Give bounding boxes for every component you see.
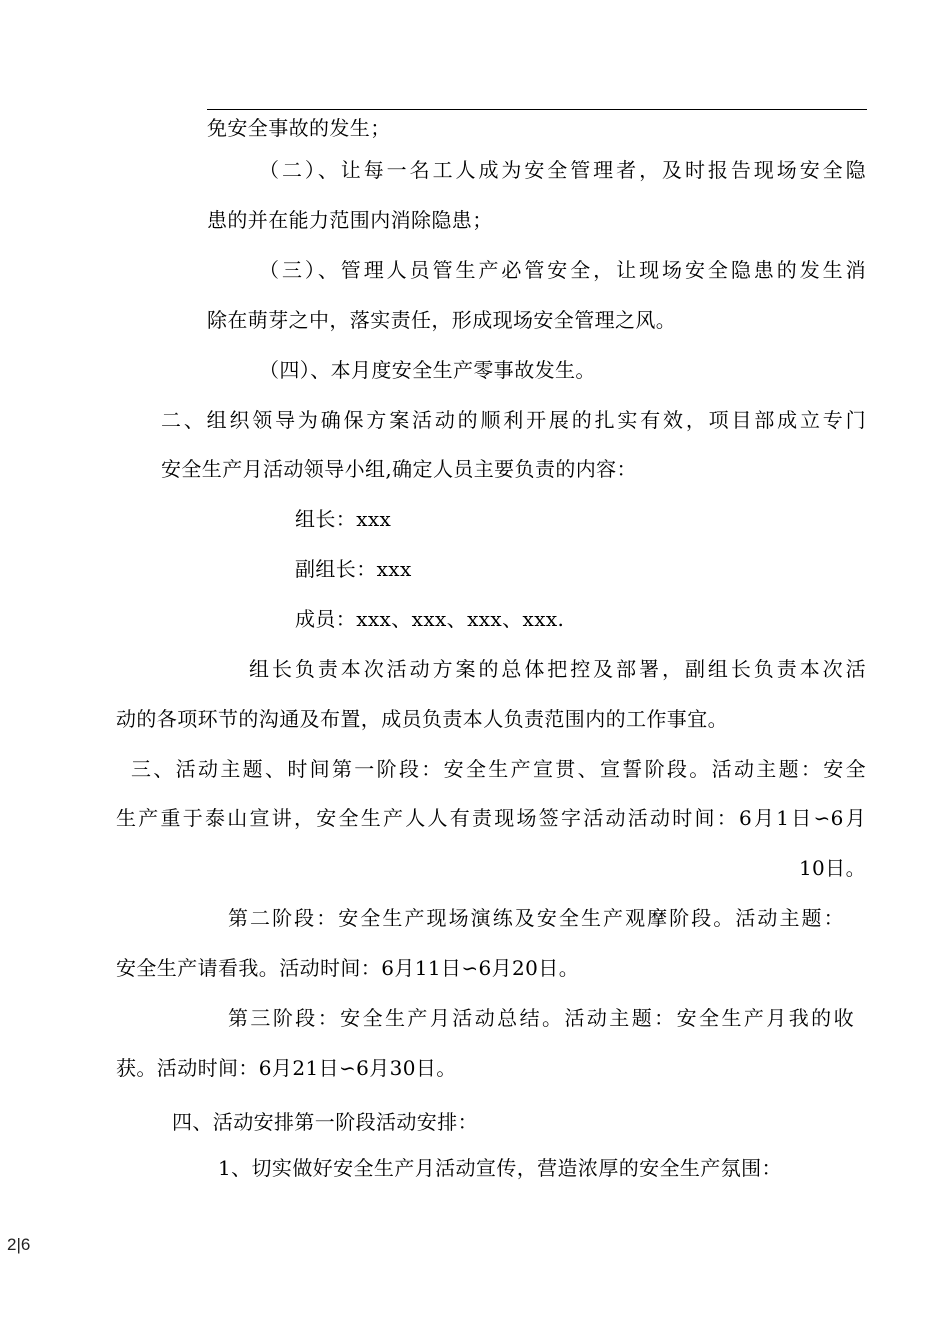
text-line-17: 第二阶段：安全生产现场演练及安全生产观摩阶段。活动主题： xyxy=(228,906,844,930)
text-line-7: 二、组织领导为确保方案活动的顺利开展的扎实有效，项目部成立专门 xyxy=(161,408,866,432)
text-line-21: 四、活动安排第一阶段活动安排： xyxy=(172,1110,478,1134)
text-line-3: 患的并在能力范围内消除隐患； xyxy=(207,208,493,232)
text-line-18: 安全生产请看我。活动时间：6月11日∽6月20日。 xyxy=(116,956,580,980)
text-line-12: 组长负责本次活动方案的总体把控及部署，副组长负责本次活 xyxy=(249,657,866,681)
text-line-19: 第三阶段：安全生产月活动总结。活动主题：安全生产月我的收 xyxy=(228,1006,854,1030)
text-line-16: 10日。 xyxy=(798,856,866,880)
header-rule xyxy=(207,109,867,110)
text-line-5: 除在萌芽之中，落实责任，形成现场安全管理之风。 xyxy=(207,308,677,332)
text-line-20: 获。活动时间：6月21日∽6月30日。 xyxy=(116,1056,457,1080)
text-line-10: 副组长：xxx xyxy=(295,557,412,581)
text-line-2: （二）、让每一名工人成为安全管理者，及时报告现场安全隐 xyxy=(259,158,866,182)
text-line-9: 组长：xxx xyxy=(295,507,392,531)
text-line-8: 安全生产月活动领导小组,确定人员主要负责的内容： xyxy=(161,457,637,481)
text-line-22: 1、切实做好安全生产月活动宣传，营造浓厚的安全生产氛围： xyxy=(218,1156,782,1180)
text-line-13: 动的各项环节的沟通及布置，成员负责本人负责范围内的工作事宜。 xyxy=(116,707,728,731)
text-line-11: 成员：xxx、xxx、xxx、xxx. xyxy=(295,607,565,631)
page-number: 2|6 xyxy=(7,1235,31,1254)
text-line-4: （三）、管理人员管生产必管安全，让现场安全隐患的发生消 xyxy=(259,258,866,282)
text-line-6: （四）、本月度安全生产零事故发生。 xyxy=(259,358,596,382)
text-line-14: 三、活动主题、时间第一阶段：安全生产宣贯、宣誓阶段。活动主题：安全 xyxy=(131,757,866,781)
text-line-1: 免安全事故的发生； xyxy=(207,116,391,140)
text-line-15: 生产重于泰山宣讲，安全生产人人有责现场签字活动活动时间：6月1日∽6月 xyxy=(116,806,866,830)
